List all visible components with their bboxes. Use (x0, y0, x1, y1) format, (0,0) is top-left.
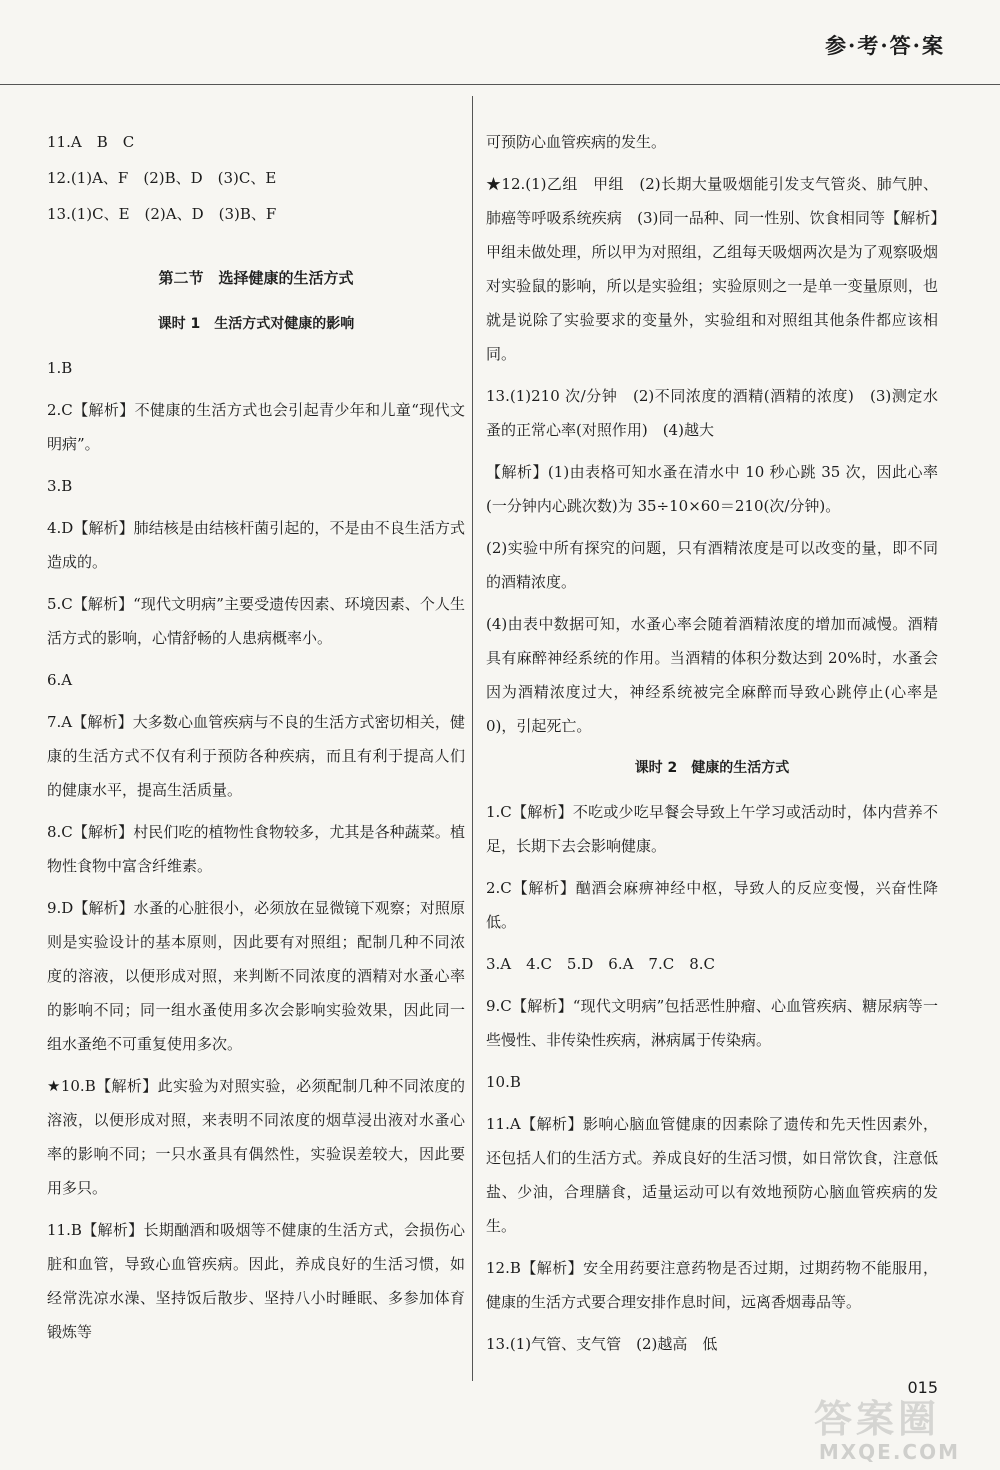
left-answer-list (47, 351, 465, 1349)
answer-item: (2)实验中所有探究的问题，只有酒精浓度是可以改变的量，即不同的酒精浓度。 (486, 539, 938, 591)
answer-item: 5.C【解析】“现代文明病”主要受遗传因素、环境因素、个人生活方式的影响，心情舒畅的人患病概率小。 (47, 595, 465, 647)
answer-item: 11.B【解析】长期酗酒和吸烟等不健康的生活方式，会损伤心脏和血管，导致心血管疾病。因此，养成良好的生活习惯，如经常洗凉水澡、坚持饭后散步、坚持八小时睡眠、多参加体育锻炼等 (47, 1221, 465, 1341)
column-divider (472, 96, 473, 1381)
answer-item: 13.(1)气管、支气管 (2)越高 低 (486, 1335, 718, 1353)
answer-item: ★10.B【解析】此实验为对照实验，必须配制几种不同浓度的溶液，以便形成对照，来表明不同浓度的烟草浸出液对水蚤心率的影响不同；一只水蚤具有偶然性，实验误差较大，因此要用多只。 (47, 1077, 465, 1197)
answer-item: 7.A【解析】大多数心血管疾病与不良的生活方式密切相关，健康的生活方式不仅有利于预防各种疾病，而且有利于提高人们的健康水平，提高生活质量。 (47, 713, 465, 799)
answer-item: 【解析】(1)由表格可知水蚤在清水中 10 秒心跳 35 次，因此心率(一分钟内心跳次数)为 35÷10×60＝210(次/分钟)。 (486, 463, 938, 515)
answer-item: 可预防心血管疾病的发生。 (486, 133, 667, 151)
right-answer-list-b (486, 795, 938, 1361)
answer-item: 10.B (486, 1073, 521, 1091)
answer-item: 6.A (47, 671, 73, 689)
header-title: 参·考·答·案 (825, 33, 945, 58)
left-top-answers (47, 125, 465, 231)
watermark-logo: 答案圈 (813, 1397, 940, 1441)
right-column (486, 125, 938, 1369)
answer-item: 1.B (47, 359, 73, 377)
answer-item: 3.A 4.C 5.D 6.A 7.C 8.C (486, 955, 715, 973)
watermark (760, 1388, 960, 1468)
answer-item: 8.C【解析】村民们吃的植物性食物较多，尤其是各种蔬菜。植物性食物中富含纤维素。 (47, 823, 465, 875)
answer-item: ★12.(1)乙组 甲组 (2)长期大量吸烟能引发支气管炎、肺气肿、肺癌等呼吸系统疾病 (3)同一品种、同一性别、饮食相同等【解析】甲组未做处理，所以甲为对照组，乙组每天吸烟两次是为了观察吸烟对实验鼠的影响，所以是实验组；实验原则之一是单一变量原则，也就是说除了实验要求的变量外，实验组和对照组其他条件都应该相同。 (486, 175, 938, 363)
answer-item: 1.C【解析】不吃或少吃早餐会导致上午学习或活动时，体内营养不足，长期下去会影响健康。 (486, 803, 938, 855)
lesson2-title: 课时 2 健康的生活方式 (634, 760, 790, 776)
lesson1-title: 课时 1 生活方式对健康的影响 (157, 316, 355, 332)
answer-item: 13.(1)C、E (2)A、D (3)B、F (47, 205, 277, 223)
answer-item: 11.A【解析】影响心脑血管健康的因素除了遗传和先天性因素外，还包括人们的生活方式。养成良好的生活习惯，如日常饮食，注意低盐、少油，合理膳食，适量运动可以有效地预防心脑血管疾病的发生。 (486, 1115, 938, 1235)
answer-item: (4)由表中数据可知，水蚤心率会随着酒精浓度的增加而减慢。酒精具有麻醉神经系统的作用。当酒精的体积分数达到 20%时，水蚤会因为酒精浓度过大，神经系统被完全麻醉而导致心跳停止(心率是 0)，引起死亡。 (486, 615, 938, 735)
watermark-url: MXQE.COM (818, 1440, 960, 1464)
answer-item: 2.C【解析】不健康的生活方式也会引起青少年和儿童“现代文明病”。 (47, 401, 465, 453)
page-number: 015 (907, 1378, 938, 1397)
answer-item: 2.C【解析】酗酒会麻痹神经中枢，导致人的反应变慢，兴奋性降低。 (486, 879, 938, 931)
answer-item: 4.D【解析】肺结核是由结核杆菌引起的，不是由不良生活方式造成的。 (47, 519, 465, 571)
section-title: 第二节 选择健康的生活方式 (158, 269, 354, 287)
answer-item: 9.D【解析】水蚤的心脏很小，必须放在显微镜下观察；对照原则是实验设计的基本原则，因此要有对照组；配制几种不同浓度的溶液，以便形成对照，来判断不同浓度的酒精对水蚤心率的影响不同；同一组水蚤使用多次会影响实验效果，因此同一组水蚤绝不可重复使用多次。 (47, 899, 465, 1053)
left-column (47, 125, 465, 1357)
answer-item: 12.(1)A、F (2)B、D (3)C、E (47, 169, 277, 187)
answer-item: 9.C【解析】“现代文明病”包括恶性肿瘤、心血管疾病、糖尿病等一些慢性、非传染性疾病，淋病属于传染病。 (486, 997, 938, 1049)
header-rule (0, 84, 1000, 85)
answer-item: 3.B (47, 477, 73, 495)
right-answer-list-a (486, 125, 938, 743)
answer-item: 12.B【解析】安全用药要注意药物是否过期，过期药物不能服用，健康的生活方式要合理安排作息时间，远离香烟毒品等。 (486, 1259, 938, 1311)
answer-item: 13.(1)210 次/分钟 (2)不同浓度的酒精(酒精的浓度) (3)测定水蚤的正常心率(对照作用) (4)越大 (486, 387, 938, 439)
answer-item: 11.A B C (47, 133, 135, 151)
